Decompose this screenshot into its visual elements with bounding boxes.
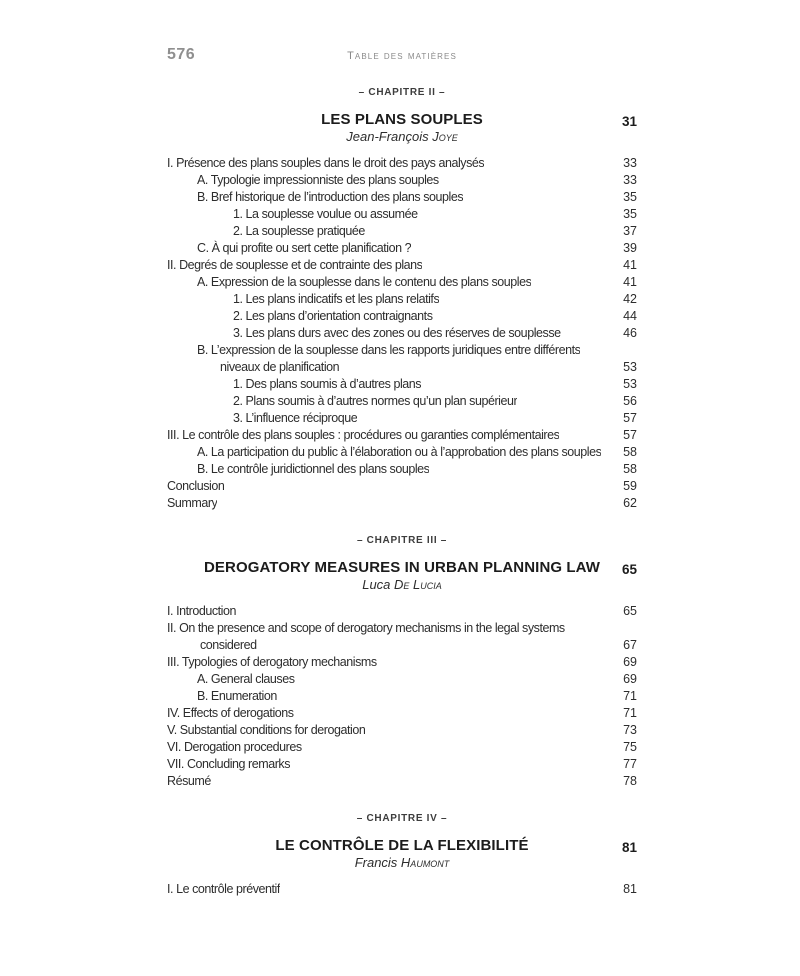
toc-entry [167, 603, 637, 620]
toc-entry-text: B. Bref historique de l’introduction des plans souples [197, 190, 464, 204]
toc-entry-text: Conclusion [167, 479, 225, 493]
toc-entry-page: 35 [623, 190, 637, 204]
toc-entry-text: I. Le contrôle préventif [167, 882, 280, 896]
toc-entry-text: III. Le contrôle des plans souples : procédures ou garanties complémentaires [167, 428, 560, 442]
toc-entry-page: 33 [623, 173, 637, 187]
toc-entry-page: 67 [623, 638, 637, 652]
toc-entry [167, 444, 637, 461]
chapter-author [167, 129, 637, 145]
toc-entry [167, 478, 637, 495]
toc-entry-text: VI. Derogation procedures [167, 740, 302, 754]
chapter-title-row [167, 110, 637, 129]
toc-entry [167, 172, 637, 189]
chapter-title: LE CONTRÔLE DE LA FLEXIBILITÉ [275, 837, 529, 854]
toc-entry-text: A. Typologie impressionniste des plans souples [197, 173, 439, 187]
toc-entry [167, 257, 637, 274]
author-first-name: Luca [362, 577, 395, 592]
toc-entry-page: 53 [623, 377, 637, 391]
toc-entry-page: 57 [623, 428, 637, 442]
toc-entry [167, 376, 637, 393]
toc-entry-page: 78 [623, 774, 637, 788]
toc-entry-text: Résumé [167, 774, 211, 788]
toc-entry-page: 57 [623, 411, 637, 425]
chapter-section [167, 813, 637, 898]
toc-entry [167, 722, 637, 739]
toc-entry-page: 53 [623, 360, 637, 374]
toc-entry-page: 46 [623, 326, 637, 340]
author-first-name: Jean-François [346, 129, 433, 144]
toc-entry-text: B. L’expression de la souplesse dans les rapports juridiques entre différents [197, 343, 581, 357]
toc-entry-text: A. Expression de la souplesse dans le contenu des plans souples [197, 275, 532, 289]
toc-entry-page: 77 [623, 757, 637, 771]
toc-entry-text: 1. Des plans soumis à d’autres plans [233, 377, 422, 391]
toc-entry-page: 71 [623, 689, 637, 703]
chapter-page-number: 81 [621, 840, 637, 855]
toc-entry [167, 240, 637, 257]
toc-entry-page: 59 [623, 479, 637, 493]
toc-entry-text: niveaux de planification [220, 360, 340, 374]
chapter-author [167, 577, 637, 593]
toc-entry-text: 3. Les plans durs avec des zones ou des réserves de souplesse [233, 326, 561, 340]
chapter-title-row [167, 836, 637, 855]
toc-entry [167, 155, 637, 172]
toc-entry [167, 291, 637, 308]
chapter-section [167, 87, 637, 512]
toc-entry-page: 58 [623, 445, 637, 459]
chapter-label: – CHAPITRE II – [358, 87, 446, 98]
toc-entry-text: I. Présence des plans souples dans le droit des pays analysés [167, 156, 485, 170]
toc-entry-text: 2. Plans soumis à d’autres normes qu’un plan supérieur [233, 394, 518, 408]
toc-entry-text: II. Degrés de souplesse et de contrainte des plans [167, 258, 423, 272]
chapters-container [167, 87, 637, 898]
toc-entry-text: B. Le contrôle juridictionnel des plans souples [197, 462, 430, 476]
toc-entry-page: 75 [623, 740, 637, 754]
chapter-page-number: 65 [621, 562, 637, 577]
toc-entry [167, 495, 637, 512]
toc-entry-page: 41 [623, 275, 637, 289]
toc-entry [167, 410, 637, 427]
toc-entry [167, 393, 637, 410]
toc-entry-text: 3. L’influence réciproque [233, 411, 358, 425]
toc-entry [167, 671, 637, 688]
toc-entry-text: 2. Les plans d’orientation contraignants [233, 309, 433, 323]
toc-entry-page: 73 [623, 723, 637, 737]
toc-entry-page: 71 [623, 706, 637, 720]
toc-entry-text: III. Typologies of derogatory mechanisms [167, 655, 377, 669]
toc-entry-page: 42 [623, 292, 637, 306]
toc-entry [167, 325, 637, 342]
toc-entry-continuation [167, 359, 637, 376]
toc-entry [167, 427, 637, 444]
author-first-name: Francis [354, 855, 401, 870]
toc-entry-page: 56 [623, 394, 637, 408]
toc-entry [167, 342, 637, 359]
toc-entry-text: C. À qui profite ou sert cette planification ? [197, 241, 412, 255]
toc-entry-page: 69 [623, 655, 637, 669]
toc-entry-text: A. General clauses [197, 672, 295, 686]
toc-entry-text: 2. La souplesse pratiquée [233, 224, 365, 238]
toc-entry-text: B. Enumeration [197, 689, 277, 703]
toc-entry [167, 274, 637, 291]
toc-entry [167, 206, 637, 223]
toc-entry [167, 620, 637, 637]
chapter-page-number: 31 [621, 114, 637, 129]
toc-entry [167, 739, 637, 756]
author-last-name: Haumont [400, 855, 450, 870]
toc-entry-page: 44 [623, 309, 637, 323]
chapter-title-row [167, 558, 637, 577]
toc-entry-page: 33 [623, 156, 637, 170]
toc-entry-page: 35 [623, 207, 637, 221]
toc-entry [167, 688, 637, 705]
author-last-name: Joye [432, 129, 458, 144]
toc-entry [167, 461, 637, 478]
running-title: Table des matières [347, 50, 457, 62]
chapter-label: – CHAPITRE III – [356, 535, 448, 546]
toc-entry-text: 1. Les plans indicatifs et les plans relatifs [233, 292, 440, 306]
author-last-name: De Lucia [394, 577, 442, 592]
chapter-title: DEROGATORY MEASURES IN URBAN PLANNING LAW [203, 559, 601, 576]
toc-entry [167, 189, 637, 206]
page-header [167, 46, 637, 64]
toc-entry-text: considered [200, 638, 257, 652]
toc-entry-text: II. On the presence and scope of derogatory mechanisms in the legal systems [167, 621, 565, 635]
toc-entry-text: I. Introduction [167, 604, 236, 618]
toc-entry [167, 756, 637, 773]
toc-entry-text: VII. Concluding remarks [167, 757, 291, 771]
toc-entry-text: V. Substantial conditions for derogation [167, 723, 366, 737]
toc-entry-page: 41 [623, 258, 637, 272]
toc-entry [167, 773, 637, 790]
toc-entry [167, 308, 637, 325]
toc-entry [167, 654, 637, 671]
toc-entry-text: IV. Effects of derogations [167, 706, 294, 720]
toc-entry-page: 58 [623, 462, 637, 476]
toc-entry-text: 1. La souplesse voulue ou assumée [233, 207, 418, 221]
toc-entry [167, 881, 637, 898]
folio-page-number: 576 [167, 46, 196, 63]
toc-entry [167, 223, 637, 240]
toc-entry-page: 69 [623, 672, 637, 686]
toc-entry [167, 705, 637, 722]
chapter-label: – CHAPITRE IV – [356, 813, 448, 824]
toc-entry-page: 39 [623, 241, 637, 255]
chapter-title: LES PLANS SOUPLES [321, 111, 483, 128]
toc-entry-page: 37 [623, 224, 637, 238]
toc-entry-page: 62 [623, 496, 637, 510]
page-content [167, 46, 637, 898]
toc-entry-page: 65 [623, 604, 637, 618]
chapter-author [167, 855, 637, 871]
toc-entry-text: A. La participation du public à l’élaboration ou à l’approbation des plans souples [197, 445, 602, 459]
toc-entry-page: 81 [623, 882, 637, 896]
chapter-section [167, 535, 637, 790]
toc-entry-continuation [167, 637, 637, 654]
toc-entry-text: Summary [167, 496, 218, 510]
